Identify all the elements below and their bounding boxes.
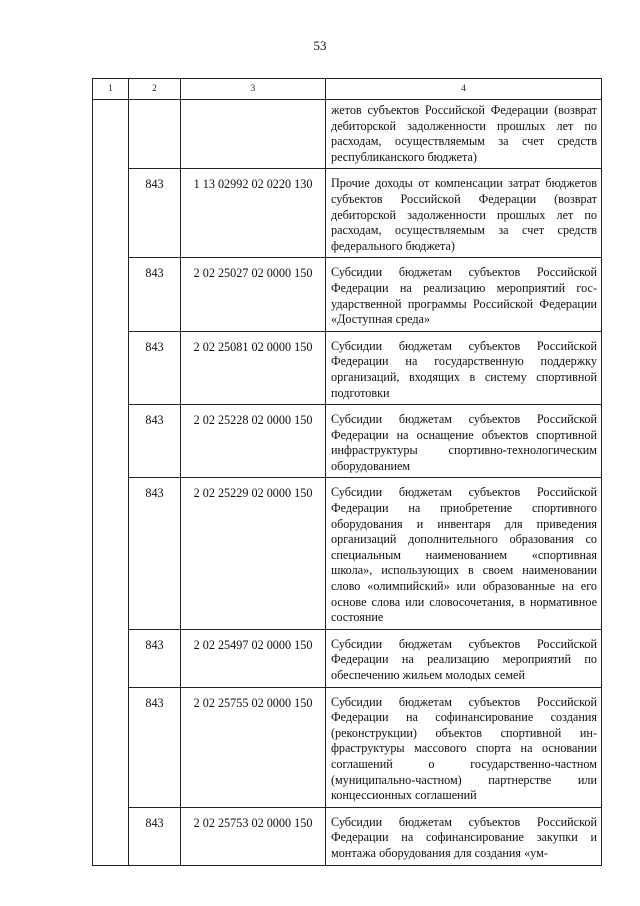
budget-code-cell: 2 02 25027 02 0000 150 — [181, 258, 326, 331]
admin-code-cell: 843 — [129, 478, 181, 629]
budget-code-cell: 2 02 25081 02 0000 150 — [181, 331, 326, 404]
revenue-name-cell: Субсидии бюджетам субъектов Российской Федерации на оснащение объектов спортивной инфраструктуры спортивно-технологическим оборудованием — [326, 405, 602, 478]
header-col-4: 4 — [326, 79, 602, 100]
budget-code-cell: 1 13 02992 02 0220 130 — [181, 169, 326, 258]
revenue-name-cell: Субсидии бюджетам субъектов Российской Федерации на реализацию мероприятий государственной программы Российской Федерации «Доступная среда» — [326, 258, 602, 331]
budget-code-cell: 2 02 25755 02 0000 150 — [181, 687, 326, 807]
admin-code-cell: 843 — [129, 169, 181, 258]
table-header-row — [93, 79, 602, 100]
admin-code-cell: 843 — [129, 807, 181, 865]
revenue-name-cell: Субсидии бюджетам субъектов Российской Федерации на реализацию мероприятий по обеспечению жильем молодых семей — [326, 629, 602, 687]
revenue-name-cell: жетов субъектов Российской Федерации (возврат дебиторской задолженности прошлых лет по расходам, осуществляемым за счет средств республиканского бюджета) — [326, 100, 602, 169]
budget-code-cell: 2 02 25228 02 0000 150 — [181, 405, 326, 478]
admin-code-cell: 843 — [129, 687, 181, 807]
revenue-name-cell: Субсидии бюджетам субъектов Российской Федерации на софинансирование создания (реконструкции) объектов спортивной инфраструктуры массового спорта на основании соглашений о государственно-частном (муниципально-частном) партнерстве или концессионных соглашений — [326, 687, 602, 807]
table-row — [93, 478, 602, 629]
revenue-name-cell: Субсидии бюджетам субъектов Российской Федерации на государственную поддержку организаций, входящих в систему спортивной подготовки — [326, 331, 602, 404]
admin-code-cell — [129, 100, 181, 169]
budget-code-cell: 2 02 25497 02 0000 150 — [181, 629, 326, 687]
admin-code-cell: 843 — [129, 258, 181, 331]
table-row — [93, 687, 602, 807]
table-row — [93, 807, 602, 865]
col-1-merged-cell — [93, 100, 129, 866]
revenue-name-cell: Прочие доходы от компенсации затрат бюджетов субъектов Российской Федерации (возврат дебиторской задолженности прошлых лет по расходам, осуществляемым за счет средств федерального бюджета) — [326, 169, 602, 258]
table-row — [93, 405, 602, 478]
header-col-3: 3 — [181, 79, 326, 100]
table-row — [93, 629, 602, 687]
budget-code-cell: 2 02 25753 02 0000 150 — [181, 807, 326, 865]
page-number: 53 — [313, 38, 327, 53]
table-row — [93, 258, 602, 331]
table-row — [93, 100, 602, 169]
admin-code-cell: 843 — [129, 405, 181, 478]
revenue-name-cell: Субсидии бюджетам субъектов Российской Федерации на приобретение спортивного оборудования и инвентаря для приведения организаций дополнительного образования со специальным наименованием «спортивная школа», использующих в своем наименовании слово «олимпийский» или образованные на его основе слова или словосочетания, в нормативное состояние — [326, 478, 602, 629]
revenue-name-cell: Субсидии бюджетам субъектов Российской Федерации на софинансирование закупки и монтажа оборудования для создания «ум- — [326, 807, 602, 865]
table-row — [93, 331, 602, 404]
budget-code-cell: 2 02 25229 02 0000 150 — [181, 478, 326, 629]
table-row — [93, 169, 602, 258]
admin-code-cell: 843 — [129, 331, 181, 404]
budget-code-cell — [181, 100, 326, 169]
admin-code-cell: 843 — [129, 629, 181, 687]
revenue-codes-table — [92, 78, 602, 866]
header-col-2: 2 — [129, 79, 181, 100]
header-col-1: 1 — [93, 79, 129, 100]
